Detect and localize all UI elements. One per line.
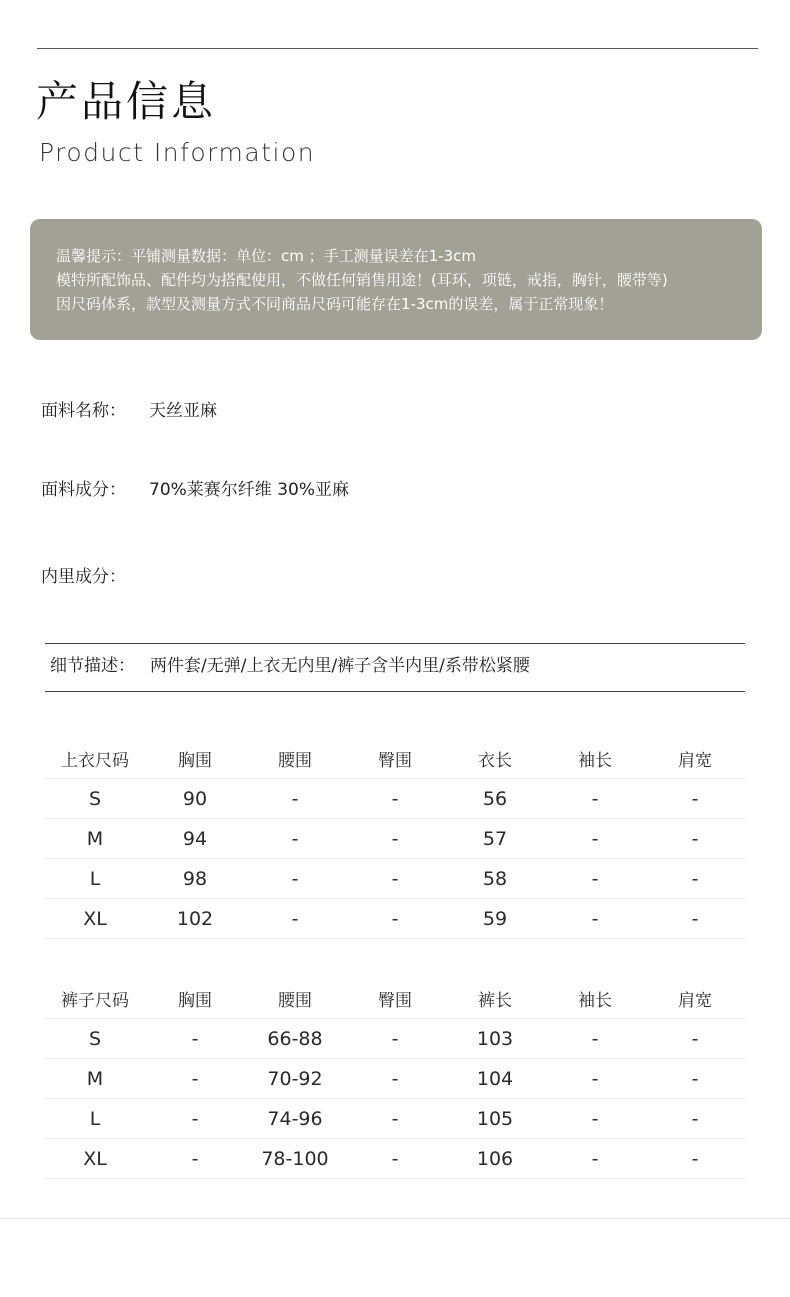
table-cell: -: [645, 1019, 745, 1059]
detail-top-divider: [45, 643, 745, 644]
header-cell: 上衣尺码: [45, 738, 145, 779]
header-cell: 臀围: [345, 978, 445, 1019]
table-row: [45, 1019, 745, 1059]
table-row: [45, 859, 745, 899]
table-cell: 102: [145, 899, 245, 939]
detail-row: [50, 654, 530, 678]
table-cell: S: [45, 779, 145, 819]
table-cell: L: [45, 859, 145, 899]
table-cell: 90: [145, 779, 245, 819]
table-cell: L: [45, 1099, 145, 1139]
detail-value: 两件套/无弹/上衣无内里/裤子含半内里/系带松紧腰: [150, 656, 530, 676]
table-cell: -: [645, 819, 745, 859]
table-cell: -: [245, 779, 345, 819]
table-cell: -: [345, 779, 445, 819]
table-cell: -: [545, 1099, 645, 1139]
table-cell: 74-96: [245, 1099, 345, 1139]
table-cell: -: [345, 899, 445, 939]
table-cell: -: [645, 859, 745, 899]
table-cell: XL: [45, 899, 145, 939]
table-cell: -: [545, 1019, 645, 1059]
top-divider: [37, 48, 758, 49]
header-cell: 裤长: [445, 978, 545, 1019]
table-row: [45, 1099, 745, 1139]
header-cell: 臀围: [345, 738, 445, 779]
bottom-divider: [0, 1218, 790, 1219]
table-cell: -: [145, 1139, 245, 1179]
table-cell: -: [245, 859, 345, 899]
table-cell: S: [45, 1019, 145, 1059]
table-cell: -: [545, 899, 645, 939]
table-cell: 70-92: [245, 1059, 345, 1099]
notice-line: 模特所配饰品、配件均为搭配使用，不做任何销售用途！(耳环，项链，戒指，胸针，腰带等): [56, 271, 668, 289]
detail-bottom-divider: [45, 691, 745, 692]
table-cell: 105: [445, 1099, 545, 1139]
table-cell: -: [545, 779, 645, 819]
table-cell: -: [545, 859, 645, 899]
notice-line: 因尺码体系，款型及测量方式不同商品尺码可能存在1-3cm的误差，属于正常现象！: [56, 295, 614, 313]
detail-label: 细节描述：: [50, 656, 135, 676]
table-header-row: [45, 978, 745, 1019]
table-cell: -: [645, 899, 745, 939]
table-cell: -: [145, 1059, 245, 1099]
fabric-name-label: 面料名称：: [41, 401, 126, 421]
page-title: 产品信息: [36, 77, 217, 126]
table-cell: -: [345, 1019, 445, 1059]
table-cell: -: [545, 1059, 645, 1099]
header-cell: 裤子尺码: [45, 978, 145, 1019]
header-cell: 肩宽: [645, 978, 745, 1019]
table-cell: -: [345, 1139, 445, 1179]
top-size-table: [45, 738, 745, 939]
table-row: [45, 819, 745, 859]
table-cell: -: [145, 1019, 245, 1059]
table-row: [45, 1059, 745, 1099]
table-cell: -: [645, 1099, 745, 1139]
header-cell: 衣长: [445, 738, 545, 779]
header-cell: 腰围: [245, 978, 345, 1019]
table-cell: 103: [445, 1019, 545, 1059]
table-cell: 66-88: [245, 1019, 345, 1059]
fabric-composition-label: 面料成分：: [41, 480, 126, 500]
table-cell: -: [245, 899, 345, 939]
table-cell: XL: [45, 1139, 145, 1179]
table-cell: -: [545, 1139, 645, 1179]
table-cell: -: [345, 859, 445, 899]
notice-box: [30, 219, 762, 340]
table-cell: -: [345, 1099, 445, 1139]
lining-label: 内里成分：: [41, 567, 126, 587]
table-cell: 106: [445, 1139, 545, 1179]
page-subtitle: Product Information: [39, 138, 316, 167]
table-row: [45, 1139, 745, 1179]
header-cell: 肩宽: [645, 738, 745, 779]
table-cell: -: [545, 819, 645, 859]
table-cell: -: [145, 1099, 245, 1139]
table-cell: -: [245, 819, 345, 859]
table-cell: 57: [445, 819, 545, 859]
fabric-composition-row: [41, 478, 349, 502]
table-cell: -: [645, 1059, 745, 1099]
table-cell: M: [45, 819, 145, 859]
table-cell: 98: [145, 859, 245, 899]
table-cell: -: [645, 1139, 745, 1179]
lining-row: [41, 565, 149, 589]
table-cell: 59: [445, 899, 545, 939]
fabric-composition-value: 70%莱赛尔纤维 30%亚麻: [149, 480, 349, 500]
table-cell: -: [345, 1059, 445, 1099]
table-cell: 78-100: [245, 1139, 345, 1179]
table-row: [45, 779, 745, 819]
pants-size-table: [45, 978, 745, 1179]
header-cell: 胸围: [145, 978, 245, 1019]
fabric-name-row: [41, 399, 217, 423]
fabric-name-value: 天丝亚麻: [149, 401, 217, 421]
table-row: [45, 899, 745, 939]
header-cell: 胸围: [145, 738, 245, 779]
header-cell: 袖长: [545, 978, 645, 1019]
table-cell: -: [345, 819, 445, 859]
table-cell: -: [645, 779, 745, 819]
table-cell: M: [45, 1059, 145, 1099]
header-cell: 腰围: [245, 738, 345, 779]
header-cell: 袖长: [545, 738, 645, 779]
table-cell: 56: [445, 779, 545, 819]
notice-line: 温馨提示：平铺测量数据：单位：cm ；手工测量误差在1-3cm: [56, 247, 476, 265]
table-cell: 94: [145, 819, 245, 859]
table-header-row: [45, 738, 745, 779]
table-cell: 104: [445, 1059, 545, 1099]
table-cell: 58: [445, 859, 545, 899]
